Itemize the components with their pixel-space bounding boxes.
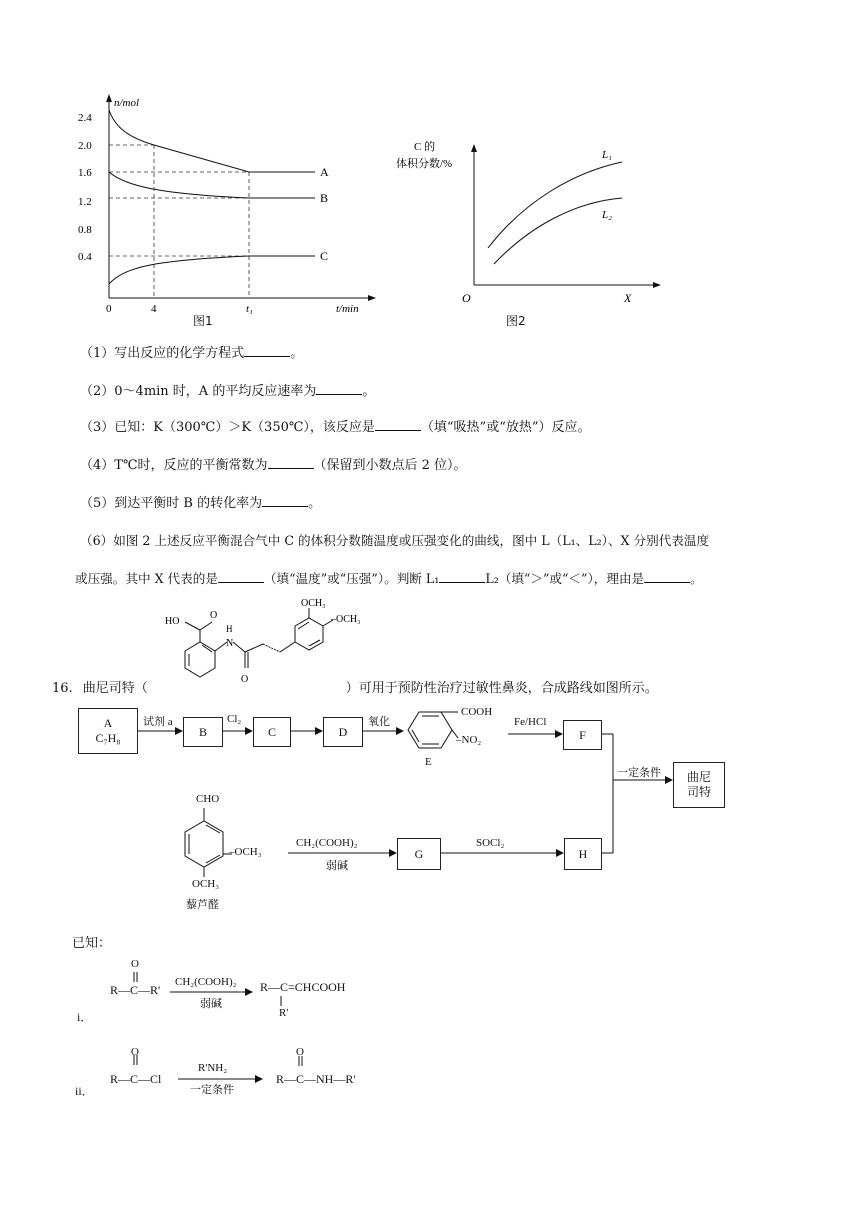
known-ii-cond: 一定条件 [190, 1084, 234, 1096]
known-i-left: R—C—R' [110, 983, 161, 997]
compound-G: G [397, 838, 441, 870]
fig1-x-tick-0: 0 [106, 303, 112, 315]
fe-hcl-label: Fe/HCl [514, 716, 547, 728]
known-ii-reagent: R'NH₂ [198, 1062, 228, 1074]
ho-label: HO [165, 616, 180, 627]
problem-16-intro: 16. 曲尼司特（ ）可用于预防性治疗过敏性鼻炎，合成路线如图所示。 [52, 681, 658, 696]
fig1-tick-1.6: 1.6 [78, 167, 92, 179]
fig1-tick-2.0: 2.0 [78, 140, 92, 152]
question-4: （4）T℃时，反应的平衡常数为 （保留到小数点后 2 位）。 [80, 458, 467, 473]
known-i-label: i． [77, 1010, 93, 1024]
fig1-caption: 图1 [193, 314, 213, 328]
compound-D: D [323, 717, 363, 747]
fig1-x-unit: t/min [336, 303, 359, 315]
fig1-label-B: B [320, 191, 329, 205]
product-tranilast: 曲尼 司特 [673, 762, 725, 808]
condition-label: 一定条件 [617, 767, 661, 779]
fig2-y-label-1: C 的 [414, 141, 436, 153]
veratraldehyde-name: 藜芦醛 [186, 899, 219, 911]
compound-B: B [183, 717, 223, 747]
question-1: （1）写出反应的化学方程式 。 [80, 346, 304, 361]
question-3: （3）已知：K（300℃）＞K（350℃），该反应是 （填“吸热”或“放热”）反应。 [80, 420, 591, 435]
question-5: （5）到达平衡时 B 的转化率为 。 [80, 496, 322, 511]
compound-E-label: E [425, 756, 432, 768]
o-label: O [210, 610, 218, 621]
known-i-right: R—C=CHCOOH [260, 980, 346, 994]
v-och3-right: –OCH₃ [229, 846, 262, 858]
fig2-label-L2: L₂ [602, 209, 612, 221]
och3-label: –OCH₃ [331, 614, 361, 625]
o-label: O [241, 674, 249, 685]
ring-E [408, 712, 452, 748]
e-no2-label: –NO₂ [456, 734, 482, 746]
fig1-tick-1.2: 1.2 [78, 196, 92, 208]
known-i-cond: 弱碱 [200, 998, 222, 1010]
known-ii-o: O [131, 1046, 139, 1058]
reagent-a-label: 试剂 a [143, 716, 173, 728]
known-ii-right: R—C—NH—R' [276, 1072, 356, 1086]
fig1-y-unit: n/mol [114, 97, 140, 109]
och3-label: OCH₃ [301, 598, 326, 609]
known-i-reagent: CH₂(COOH)₂ [175, 976, 237, 988]
known-i-o: O [131, 958, 139, 970]
malonic-label: CH₂(COOH)₂ [296, 837, 358, 849]
weak-base-label: 弱碱 [326, 860, 348, 872]
n-label: N [226, 638, 234, 649]
fig1-label-A: A [320, 165, 329, 179]
known-ii-label: ii． [75, 1084, 94, 1098]
question-6-line1: （6）如图 2 上述反应平衡混合气中 C 的体积分数随温度或压强变化的曲线，图中 L（L₁、L₂）、X 分别代表温度 [80, 533, 710, 548]
compound-C: C [253, 717, 291, 747]
known-i-r: R' [279, 1007, 289, 1019]
fig2-caption: 图2 [506, 314, 526, 328]
h-label: H [226, 624, 233, 634]
known-title: 已知： [72, 936, 112, 951]
fig1-tick-0.4: 0.4 [78, 251, 92, 263]
fig2-y-label-2: 体积分数/% [396, 158, 453, 170]
question-6-line2: 或压强。其中 X 代表的是 （填“温度”或“压强”）。判断 L₁ L₂（填“＞”或“＜”），理由是 。 [75, 571, 703, 586]
ring-veratraldehyde [185, 821, 223, 867]
cho-label: CHO [196, 793, 220, 805]
known-ii-o2: O [296, 1046, 304, 1058]
compound-F: F [563, 720, 602, 750]
question-2: （2）0～4min 时，A 的平均反应速率为 。 [80, 384, 376, 399]
fig1-x-tick-4: 4 [151, 303, 157, 315]
compound-H: H [564, 838, 602, 870]
fig1-label-C: C [320, 249, 329, 263]
cl2-label: Cl₂ [227, 713, 242, 725]
v-och3-bottom: OCH₃ [192, 878, 220, 890]
fig1-x-tick-t1: t₁ [246, 303, 253, 315]
compound-A: A C₇H₈ [78, 708, 138, 754]
fig2-label-L1: L₁ [602, 149, 612, 161]
oxidation-label: 氧化 [368, 716, 390, 728]
e-cooh-label: COOH [461, 706, 493, 718]
fig2-origin: O [462, 291, 471, 305]
fig1-tick-0.8: 0.8 [78, 224, 92, 236]
fig1-tick-2.4: 2.4 [78, 112, 92, 124]
known-ii-left: R—C—Cl [110, 1072, 162, 1086]
socl2-label: SOCl₂ [476, 837, 505, 849]
fig2-x-label: X [624, 291, 632, 305]
